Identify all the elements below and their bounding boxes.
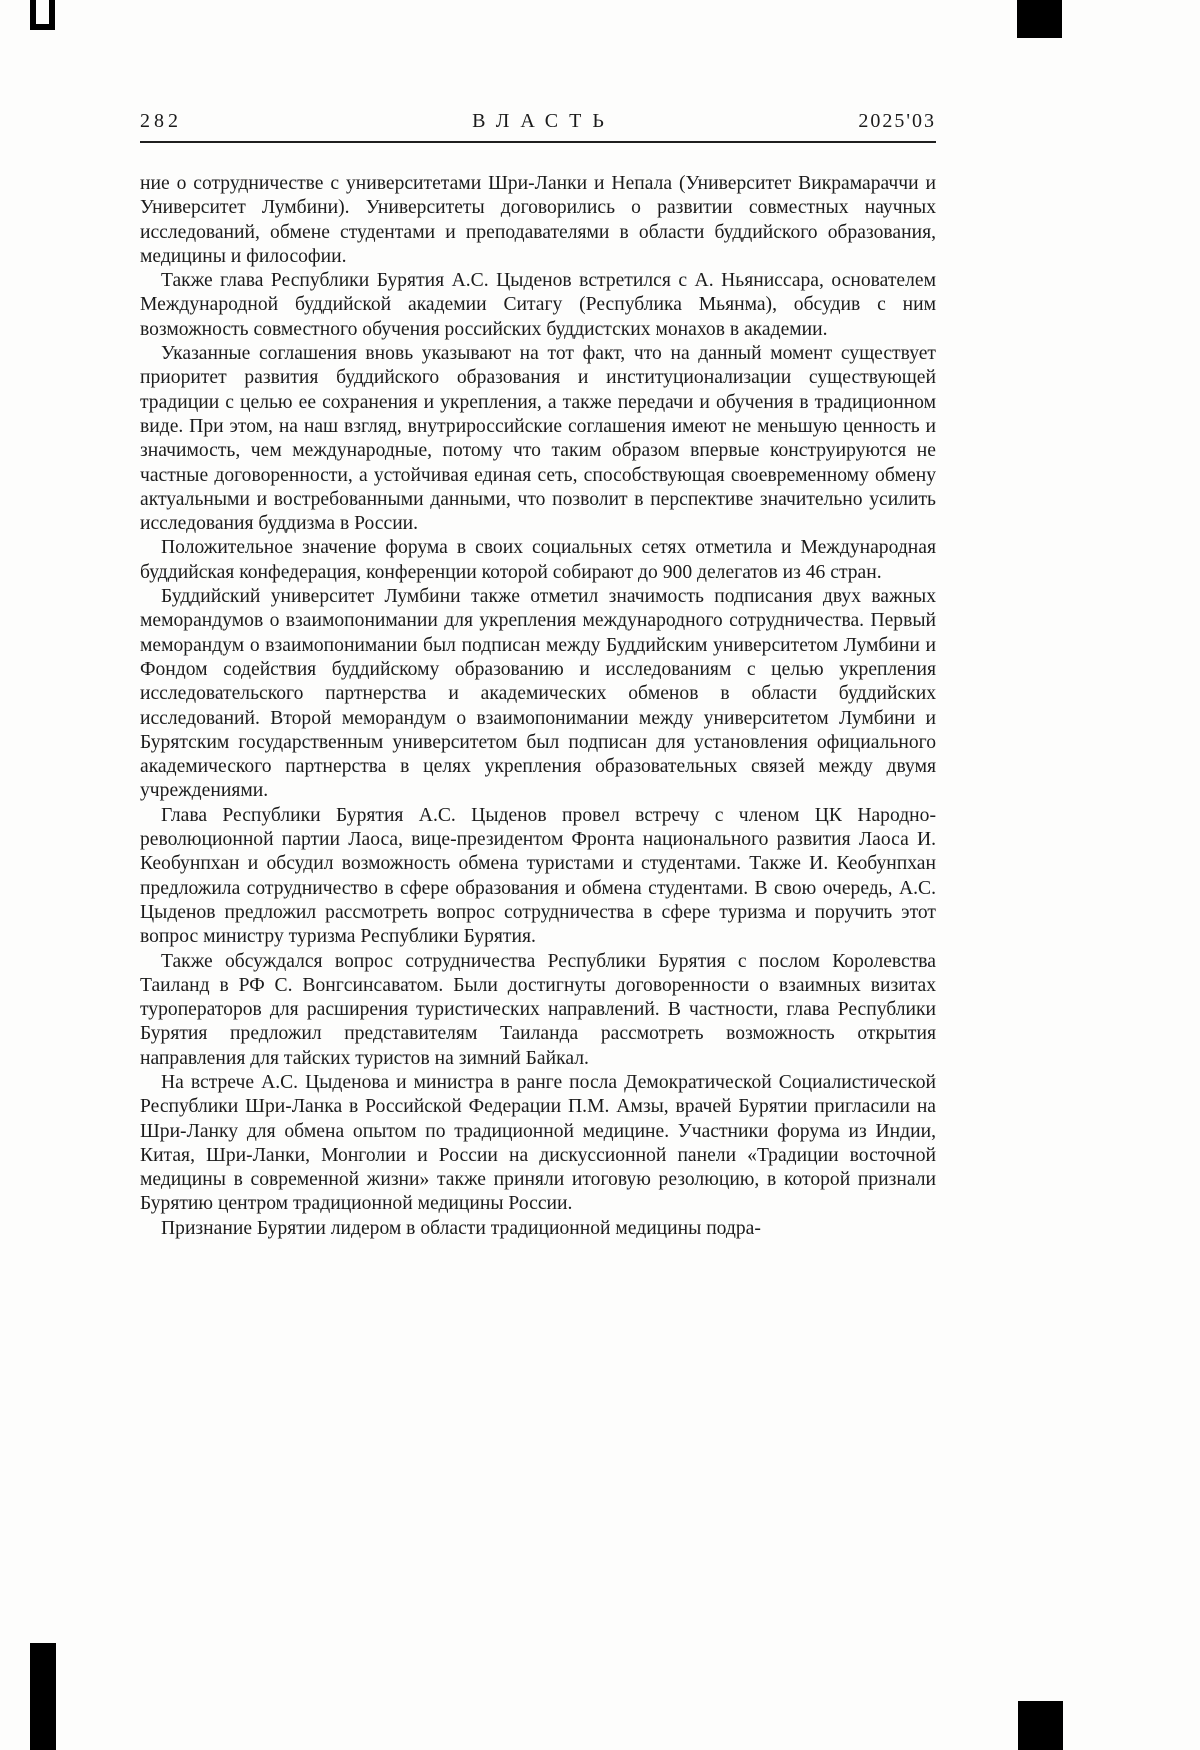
crop-mark-top-left: [30, 0, 55, 30]
paragraph: Также обсуждался вопрос сотрудничества Республики Бурятия с послом Королевства Таиланд в РФ С. Вонгсинсаватом. Были достигнуты договоренности о взаимных визитах туроператоров для расширения туристических направлений. В частности, глава Республики Бурятия предложил представителям Таиланда рассмотреть возможность открытия направления для тайских туристов на зимний Байкал.: [140, 950, 936, 1069]
paragraph-continuation: ние о сотрудничестве с университетами Шри-Ланки и Непала (Университет Викрамараччи и Университет Лумбини). Университеты договорились о развитии совместных научных исследований, обмене студентами и преподавателями в области буддийского образования, медицины и философии.: [140, 173, 936, 267]
crop-mark-bottom-right: [1018, 1701, 1063, 1750]
page-content: [140, 110, 936, 1241]
page-number: 282: [140, 110, 182, 132]
paragraph: На встрече А.С. Цыденова и министра в ранге посла Демократической Социалистической Республики Шри-Ланка в Российской Федерации П.М. Амзы, врачей Бурятии пригласили на Шри-Ланку для обмена опытом по традиционной медицине. Участники форума из Индии, Китая, Шри-Ланки, Монголии и России на дискуссионной панели «Традиции восточной медицины в современной жизни» также приняли итоговую резолюцию, в которой признали Бурятию центром традиционной медицины России.: [140, 1071, 936, 1215]
article-body: [140, 172, 936, 1241]
paragraph-cut-off: Признание Бурятии лидером в области традиционной медицины подра-: [161, 1217, 761, 1239]
running-header: [140, 110, 936, 143]
paragraph: Положительное значение форума в своих социальных сетях отметила и Международная буддийская конфедерация, конференции которой собирают до 900 делегатов из 46 стран.: [140, 537, 936, 583]
crop-mark-bottom-left: [30, 1643, 56, 1750]
issue-number: 2025'03: [858, 110, 936, 132]
paragraph: Указанные соглашения вновь указывают на тот факт, что на данный момент существует приоритет развития буддийского образования и институционализации существующей традиции с целью ее сохранения и укрепления, а также передачи и обучения в традиционном виде. При этом, на наш взгляд, внутрироссийские соглашения имеют не меньшую ценность и значимость, чем международные, потому что таким образом впервые конструируются не частные договоренности, а устойчивая единая сеть, способствующая своевременному обмену актуальными и востребованными данными, что позволит в перспективе значительно усилить исследования буддизма в России.: [140, 343, 936, 535]
journal-title: ВЛАСТЬ: [472, 110, 615, 132]
paragraph: Буддийский университет Лумбини также отметил значимость подписания двух важных меморандумов о взаимопонимании для укрепления международного сотрудничества. Первый меморандум о взаимопонимании был подписан между Буддийским университетом Лумбини и Фондом содействия буддийскому образованию и исследованиям с целью укрепления исследовательского партнерства и академических обменов в области буддийских исследований. Второй меморандум о взаимопонимании между университетом Лумбини и Бурятским государственным университетом был подписан для установления официального академического партнерства в целях укрепления образовательных связей между двумя учреждениями.: [140, 586, 936, 802]
crop-mark-top-right: [1017, 0, 1062, 38]
paragraph: Также глава Республики Бурятия А.С. Цыденов встретился с А. Ньяниссара, основателем Международной буддийской академии Ситагу (Республика Мьянма), обсудив с ним возможность совместного обучения российских буддистских монахов в академии.: [140, 270, 936, 340]
paragraph: Глава Республики Бурятия А.С. Цыденов провел встречу с членом ЦК Народно-революционной партии Лаоса, вице-президентом Фронта национального развития Лаоса И. Кеобунпхан и обсудил возможность обмена туристами и студентами. Также И. Кеобунпхан предложила сотрудничество в сфере образования и обмена студентами. В свою очередь, А.С. Цыденов предложил рассмотреть вопрос сотрудничества в сфере туризма и поручить этот вопрос министру туризма Республики Бурятия.: [140, 804, 936, 948]
